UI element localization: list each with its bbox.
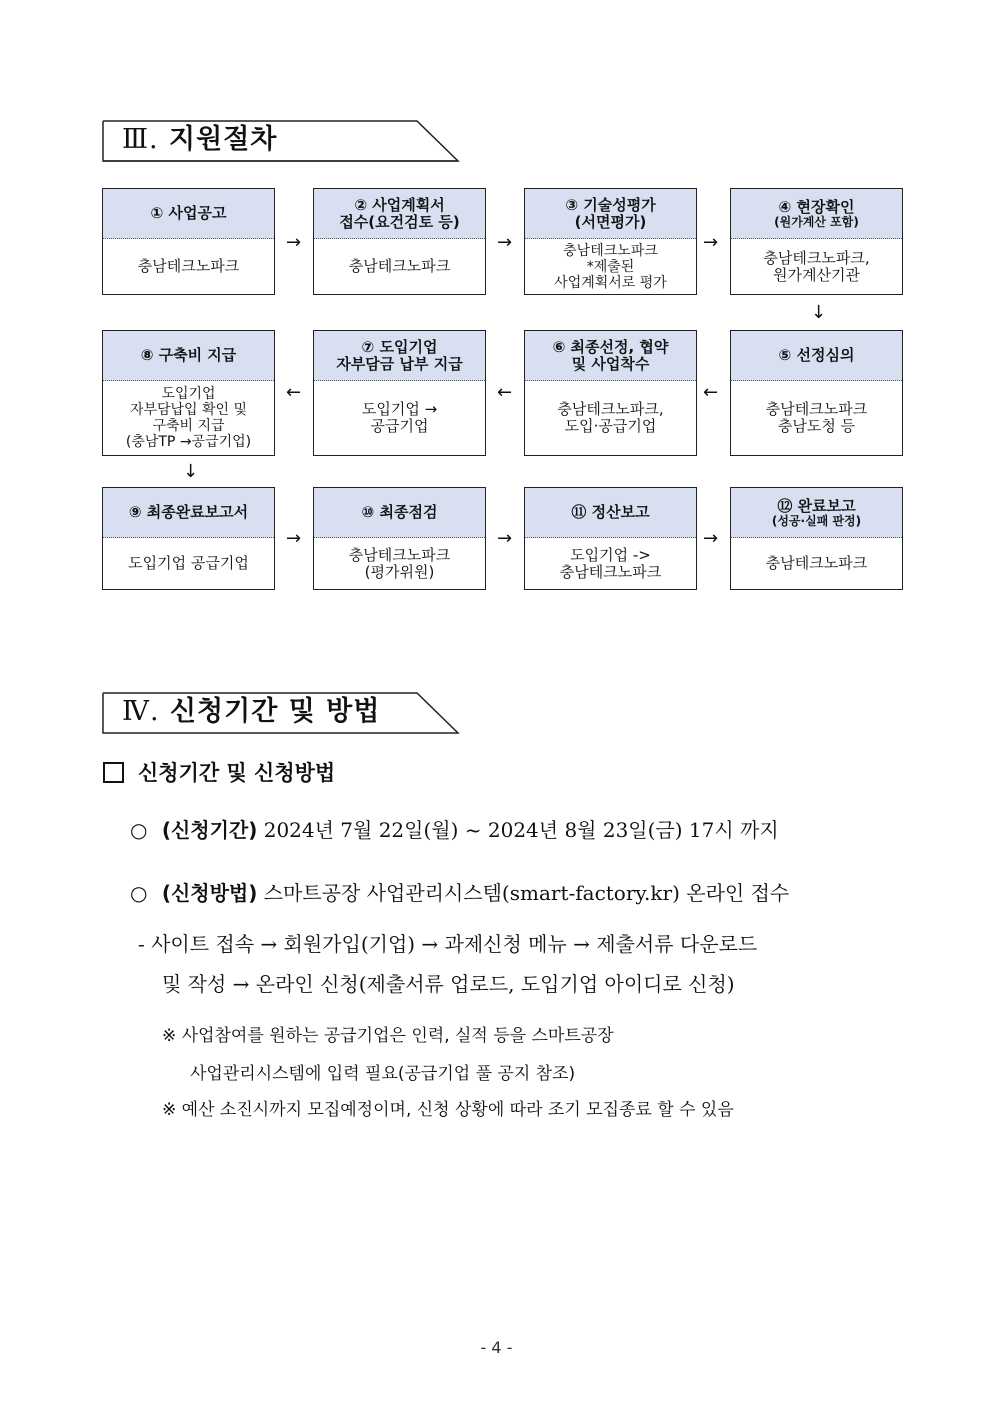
arrow-left-icon: ← xyxy=(286,382,302,403)
arrow-right-icon: → xyxy=(497,232,513,253)
step-2-title: ② 사업계획서 접수(요건검토 등) xyxy=(314,189,485,239)
step-8-title: ⑧ 구축비 지급 xyxy=(103,331,274,381)
step-6-title: ⑥ 최종선정, 협약 및 사업착수 xyxy=(525,331,696,381)
step-4-body: 충남테크노파크, 원가계산기관 xyxy=(763,248,870,284)
step-5-body: 충남테크노파크 충남도청 등 xyxy=(765,400,868,435)
step-1-title: ① 사업공고 xyxy=(103,189,274,239)
step-12-subtitle: (성공·실패 판정) xyxy=(771,513,862,528)
arrow-right-icon: → xyxy=(286,528,302,549)
step-11-body: 도입기업 -> 충남테크노파크 xyxy=(559,545,662,581)
step-5-title: ⑤ 선정심의 xyxy=(731,331,902,381)
check-heading xyxy=(103,757,335,787)
step-10-box xyxy=(313,487,486,590)
step-12-title: ⑫ 완료보고 xyxy=(777,496,856,515)
step-12-header xyxy=(731,488,902,538)
step-10-body: 충남테크노파크 (평가위원) xyxy=(348,545,451,581)
step-4-title: ④ 현장확인 xyxy=(778,197,855,216)
section-3-heading xyxy=(102,120,462,160)
step-12-box xyxy=(730,487,903,590)
arrow-down-icon: ↓ xyxy=(811,302,827,323)
step-8-box xyxy=(102,330,275,456)
step-1-box xyxy=(102,188,275,295)
arrow-right-icon: → xyxy=(703,528,719,549)
note-1-line-2: 사업관리시스템에 입력 필요(공급기업 풀 공지 참조) xyxy=(190,1064,576,1084)
step-4-subtitle: (원가계산 포함) xyxy=(774,214,859,229)
step-10-title: ⑩ 최종점검 xyxy=(314,488,485,538)
arrow-left-icon: ← xyxy=(497,382,513,403)
step-3-box xyxy=(524,188,697,295)
page-number: - 4 - xyxy=(480,1338,513,1357)
section-3-title: 지원절차 xyxy=(169,124,278,155)
step-11-title: ⑪ 정산보고 xyxy=(525,488,696,538)
step-12-body: 충남테크노파크 xyxy=(765,554,868,572)
section-4-title: 신청기간 및 방법 xyxy=(169,696,381,727)
step-9-box xyxy=(102,487,275,590)
step-1-body: 충남테크노파크 xyxy=(137,257,240,275)
step-3-body: 충남테크노파크 *제출된 사업계획서로 평가 xyxy=(554,242,667,291)
section-4-heading xyxy=(102,692,462,732)
arrow-right-icon: → xyxy=(703,232,719,253)
arrow-down-icon: ↓ xyxy=(183,461,199,482)
period-label: (신청기간) xyxy=(161,818,258,842)
checkbox-square-icon xyxy=(103,762,124,783)
step-3-title: ③ 기술성평가 (서면평가) xyxy=(525,189,696,239)
step-7-title: ⑦ 도입기업 자부담금 납부 지급 xyxy=(314,331,485,381)
step-2-body: 충남테크노파크 xyxy=(348,257,451,275)
step-7-box xyxy=(313,330,486,456)
step-8-body: 도입기업 자부담납입 확인 및 구축비 지급 (충남TP →공급기업) xyxy=(125,386,252,450)
step-6-body: 충남테크노파크, 도입·공급기업 xyxy=(557,400,664,435)
method-label: (신청방법) xyxy=(161,881,258,905)
period-text: 2024년 7월 22일(월) ~ 2024년 8월 23일(금) 17시 까지 xyxy=(257,818,779,842)
arrow-left-icon: ← xyxy=(703,382,719,403)
step-2-box xyxy=(313,188,486,295)
step-4-header xyxy=(731,189,902,239)
arrow-right-icon: → xyxy=(286,232,302,253)
note-2: ※ 예산 소진시까지 모집예정이며, 신청 상황에 따라 조기 모집종료 할 수 있음 xyxy=(162,1100,734,1120)
method-text: 스마트공장 사업관리시스템(smart-factory.kr) 온라인 접수 xyxy=(257,881,790,905)
bullet-circle-icon: ○ xyxy=(130,881,148,905)
step-11-box xyxy=(524,487,697,590)
step-5-box xyxy=(730,330,903,456)
application-period xyxy=(130,817,779,843)
method-steps-line-1: - 사이트 접속 → 회원가입(기업) → 과제신청 메뉴 → 제출서류 다운로드 xyxy=(138,932,758,956)
section-4-number: Ⅳ. xyxy=(122,696,160,727)
step-9-body: 도입기업 공급기업 xyxy=(128,554,249,572)
check-heading-text: 신청기간 및 신청방법 xyxy=(138,761,336,785)
step-7-body: 도입기업 → 공급기업 xyxy=(361,400,438,435)
step-6-box xyxy=(524,330,697,456)
section-3-number: Ⅲ. xyxy=(122,124,159,155)
note-1-line-1: ※ 사업참여를 원하는 공급기업은 인력, 실적 등을 스마트공장 xyxy=(162,1026,614,1046)
bullet-circle-icon: ○ xyxy=(130,818,148,842)
arrow-right-icon: → xyxy=(497,528,513,549)
step-4-box xyxy=(730,188,903,295)
application-method xyxy=(130,880,789,906)
step-9-title: ⑨ 최종완료보고서 xyxy=(103,488,274,538)
method-steps-line-2: 및 작성 → 온라인 신청(제출서류 업로드, 도입기업 아이디로 신청) xyxy=(162,972,735,996)
